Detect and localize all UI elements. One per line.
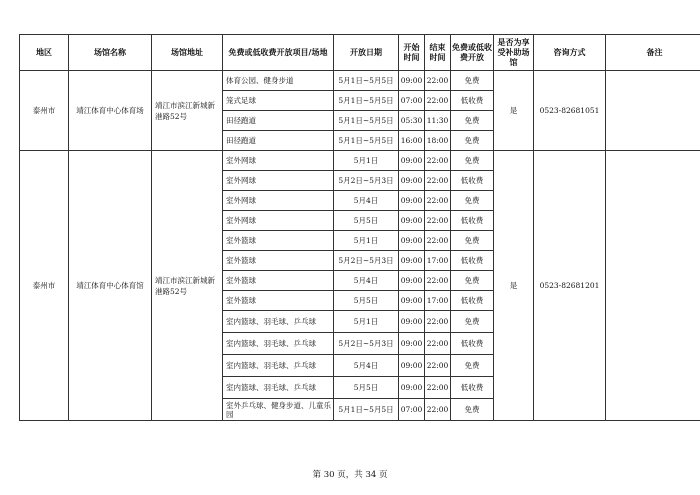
start-time-cell: 09:00 [399,191,425,211]
header-fee-type: 免费或低收费开放 [451,35,494,71]
header-venue-name: 场馆名称 [69,35,152,71]
fee-cell: 低收费 [451,377,494,399]
end-time-cell: 22:00 [425,71,451,91]
date-cell: 5月5日 [334,377,399,399]
end-time-cell: 22:00 [425,191,451,211]
end-time-cell: 11:30 [425,111,451,131]
fee-cell: 免费 [451,231,494,251]
header-region: 地区 [20,35,69,71]
header-open-date: 开放日期 [334,35,399,71]
start-time-cell: 09:00 [399,71,425,91]
header-remarks: 备注 [606,35,700,71]
header-start-time: 开始时间 [399,35,425,71]
venue-name-cell: 靖江体育中心体育场 [69,71,152,151]
header-venue-address: 场馆地址 [152,35,223,71]
venue-address-cell: 靖江市滨江新城新港路52号 [152,151,223,421]
table-header [20,35,700,71]
start-time-cell: 09:00 [399,377,425,399]
project-cell: 室外网球 [223,191,334,211]
start-time-cell: 09:00 [399,291,425,311]
fee-cell: 免费 [451,311,494,333]
date-cell: 5月1日~5月5日 [334,111,399,131]
date-cell: 5月1日 [334,151,399,171]
end-time-cell: 22:00 [425,399,451,421]
venue-address-cell: 靖江市滨江新城新港路52号 [152,71,223,151]
end-time-cell: 22:00 [425,91,451,111]
date-cell: 5月4日 [334,191,399,211]
date-cell: 5月2日~5月3日 [334,251,399,271]
start-time-cell: 09:00 [399,271,425,291]
end-time-cell: 17:00 [425,291,451,311]
contact-cell: 0523-82681051 [534,71,606,151]
project-cell: 室内篮球、羽毛球、乒乓球 [223,377,334,399]
region-cell: 泰州市 [20,71,69,151]
project-cell: 室内篮球、羽毛球、乒乓球 [223,333,334,355]
date-cell: 5月4日 [334,355,399,377]
project-cell: 室外网球 [223,151,334,171]
header-contact: 咨询方式 [534,35,606,71]
project-cell: 室内篮球、羽毛球、乒乓球 [223,355,334,377]
end-time-cell: 22:00 [425,151,451,171]
date-cell: 5月1日~5月5日 [334,131,399,151]
project-cell: 室外网球 [223,211,334,231]
venue-table [19,34,700,421]
date-cell: 5月1日 [334,231,399,251]
remarks-cell [606,151,700,421]
date-cell: 5月1日~5月5日 [334,91,399,111]
end-time-cell: 22:00 [425,171,451,191]
venue-name-cell: 靖江体育中心体育馆 [69,151,152,421]
project-cell: 体育公园、健身步道 [223,71,334,91]
start-time-cell: 07:00 [399,91,425,111]
date-cell: 5月2日~5月3日 [334,333,399,355]
start-time-cell: 05:30 [399,111,425,131]
header-subsidy: 是否为享受补助场馆 [494,35,534,71]
start-time-cell: 09:00 [399,171,425,191]
project-cell: 室外篮球 [223,251,334,271]
fee-cell: 免费 [451,71,494,91]
end-time-cell: 22:00 [425,355,451,377]
venue-table-container [19,34,683,421]
date-cell: 5月2日~5月3日 [334,171,399,191]
end-time-cell: 22:00 [425,211,451,231]
end-time-cell: 22:00 [425,271,451,291]
start-time-cell: 09:00 [399,333,425,355]
date-cell: 5月1日~5月5日 [334,71,399,91]
table-body [20,71,700,421]
table-row [20,71,700,91]
start-time-cell: 07:00 [399,399,425,421]
table-row [20,151,700,171]
end-time-cell: 18:00 [425,131,451,151]
fee-cell: 低收费 [451,333,494,355]
fee-cell: 低收费 [451,211,494,231]
project-cell: 室外篮球 [223,231,334,251]
start-time-cell: 09:00 [399,231,425,251]
contact-cell: 0523-82681201 [534,151,606,421]
fee-cell: 免费 [451,111,494,131]
fee-cell: 免费 [451,191,494,211]
date-cell: 5月1日~5月5日 [334,399,399,421]
start-time-cell: 09:00 [399,311,425,333]
start-time-cell: 16:00 [399,131,425,151]
start-time-cell: 09:00 [399,355,425,377]
fee-cell: 免费 [451,399,494,421]
page-footer: 第 30 页，共 34 页 [312,470,388,480]
start-time-cell: 09:00 [399,151,425,171]
fee-cell: 免费 [451,271,494,291]
fee-cell: 免费 [451,131,494,151]
end-time-cell: 22:00 [425,333,451,355]
fee-cell: 免费 [451,151,494,171]
end-time-cell: 22:00 [425,311,451,333]
date-cell: 5月5日 [334,291,399,311]
project-cell: 室内篮球、羽毛球、乒乓球 [223,311,334,333]
fee-cell: 低收费 [451,91,494,111]
project-cell: 室外网球 [223,171,334,191]
end-time-cell: 22:00 [425,377,451,399]
region-cell: 泰州市 [20,151,69,421]
remarks-cell [606,71,700,151]
header-project: 免费或低收费开放项目/场地 [223,35,334,71]
fee-cell: 低收费 [451,291,494,311]
start-time-cell: 09:00 [399,211,425,231]
project-cell: 室外乒乓球、健身步道、儿童乐园 [223,399,334,421]
header-end-time: 结束时间 [425,35,451,71]
project-cell: 田径跑道 [223,111,334,131]
project-cell: 室外篮球 [223,291,334,311]
project-cell: 室外篮球 [223,271,334,291]
end-time-cell: 17:00 [425,251,451,271]
start-time-cell: 09:00 [399,251,425,271]
date-cell: 5月4日 [334,271,399,291]
fee-cell: 免费 [451,355,494,377]
date-cell: 5月1日 [334,311,399,333]
end-time-cell: 22:00 [425,231,451,251]
fee-cell: 低收费 [451,251,494,271]
date-cell: 5月5日 [334,211,399,231]
subsidy-cell: 是 [494,71,534,151]
fee-cell: 低收费 [451,171,494,191]
subsidy-cell: 是 [494,151,534,421]
project-cell: 田径跑道 [223,131,334,151]
project-cell: 笼式足球 [223,91,334,111]
